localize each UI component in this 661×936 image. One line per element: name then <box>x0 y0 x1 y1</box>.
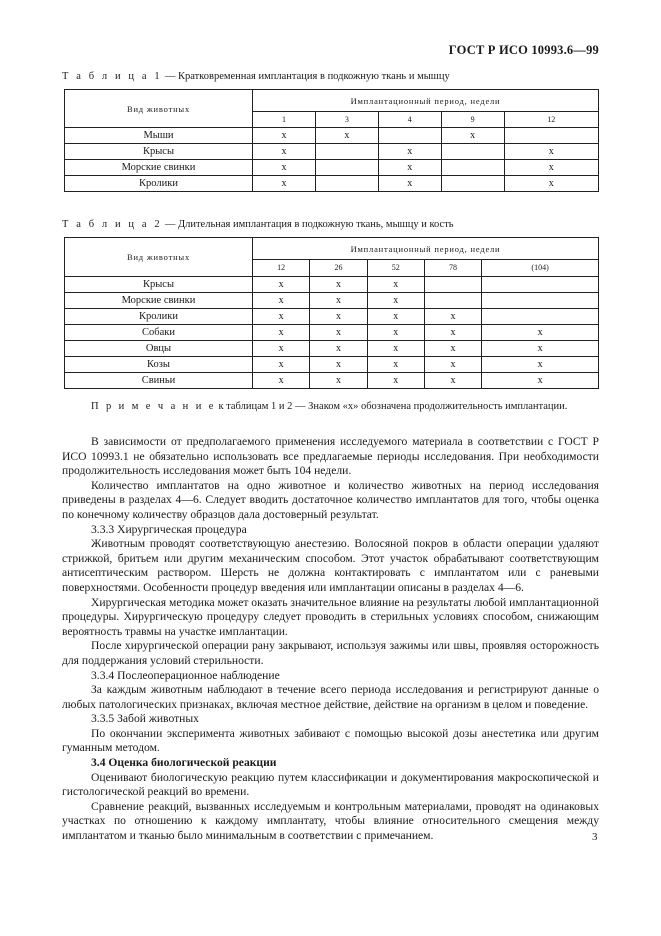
table2-col-period: Имплантационный период, недели <box>253 238 599 260</box>
standard-header: ГОСТ Р ИСО 10993.6—99 <box>448 43 599 57</box>
table2-animal-cell: Козы <box>65 357 253 373</box>
tables-note <box>91 401 567 412</box>
paragraph: Оценивают биологическую реакцию путем классификации и документирования макроскопической и гистологической реакций во времени. <box>62 770 599 799</box>
table1-mark-cell: x <box>504 176 598 192</box>
table2-row <box>65 293 599 309</box>
table1-animal-cell: Морские свинки <box>65 160 253 176</box>
table1-period-3: 9 <box>441 112 504 128</box>
table1-caption <box>62 71 450 82</box>
table2-mark-cell <box>482 309 599 325</box>
table1-animal-cell: Кролики <box>65 176 253 192</box>
table2-mark-cell: x <box>367 325 424 341</box>
table2-mark-cell: x <box>310 325 367 341</box>
paragraph: В зависимости от предполагаемого применения исследуемого материала в соответствии с ГОСТ Р ИСО 10993.1 не обязательно использовать все предлагаемые периоды исследования. При необходимости продолжительность исследования может быть 104 недели. <box>62 435 599 478</box>
table1 <box>64 89 599 192</box>
note-text: к таблицам 1 и 2 — Знаком «x» обозначена продолжительность имплантации. <box>215 401 568 412</box>
table1-period-4: 12 <box>504 112 598 128</box>
table2 <box>64 237 599 389</box>
table1-mark-cell <box>315 160 378 176</box>
table2-row <box>65 309 599 325</box>
table1-mark-cell: x <box>378 176 441 192</box>
table2-row <box>65 325 599 341</box>
table1-row <box>65 128 599 144</box>
table2-mark-cell: x <box>424 341 481 357</box>
table2-mark-cell: x <box>310 277 367 293</box>
table1-caption-prefix: Т а б л и ц а 1 <box>62 71 163 82</box>
table2-period-0: 12 <box>253 260 310 277</box>
table2-mark-cell: x <box>310 293 367 309</box>
table1-animal-cell: Мыши <box>65 128 253 144</box>
table1-row <box>65 160 599 176</box>
table2-mark-cell <box>424 277 481 293</box>
table1-mark-cell: x <box>253 144 316 160</box>
table2-mark-cell: x <box>482 325 599 341</box>
table1-mark-cell: x <box>315 128 378 144</box>
table1-mark-cell: x <box>504 144 598 160</box>
table2-mark-cell: x <box>367 341 424 357</box>
table2-mark-cell: x <box>367 309 424 325</box>
page-number: 3 <box>592 831 598 843</box>
table1-mark-cell: x <box>504 160 598 176</box>
table2-caption-prefix: Т а б л и ц а 2 <box>62 219 163 230</box>
table2-row <box>65 373 599 389</box>
paragraph: Сравнение реакций, вызванных исследуемым и контрольным материалами, проводят на одинаковых участках по отношению к каждому имплантату, чтобы влияние относительного смещения между имплантатом и тканью было минимальным в соответствии с примечанием. <box>62 799 599 843</box>
table2-mark-cell: x <box>482 373 599 389</box>
table2-mark-cell: x <box>253 277 310 293</box>
table2-mark-cell: x <box>310 373 367 389</box>
paragraph: Количество имплантатов на одно животное и количество животных на период исследования приведены в разделах 4—6. Следует вводить достаточное количество имплантатов для того, чтобы оценка по конечному количеству образцов дала достоверный результат. <box>62 478 599 521</box>
paragraph: Хирургическая методика может оказать значительное влияние на результаты любой имплантационной процедуры. Хирургическую процедуру следует проводить в стерильных условиях способом, снижающим вероятность травмы на участке имплантации. <box>62 595 599 638</box>
table1-mark-cell <box>441 144 504 160</box>
paragraph: Животным проводят соответствующую анестезию. Волосяной покров в области операции удаляют стрижкой, бритьем или другим механическим способом. Этот участок обрабатывают соответствующим антисептическим раствором. Шерсть не должна контактировать с имплантатом или с раневыми поверхностями. Особенности процедур введения или имплантации описаны в разделах 4—6. <box>62 537 599 594</box>
table2-mark-cell: x <box>424 373 481 389</box>
table2-animal-cell: Морские свинки <box>65 293 253 309</box>
table2-mark-cell: x <box>253 325 310 341</box>
table2-mark-cell <box>482 277 599 293</box>
note-prefix: П р и м е ч а н и е <box>91 401 216 412</box>
paragraph: 3.3.3 Хирургическая процедура <box>91 522 247 536</box>
table2-mark-cell: x <box>424 357 481 373</box>
table2-mark-cell: x <box>310 357 367 373</box>
table2-animal-cell: Овцы <box>65 341 253 357</box>
table2-caption <box>62 219 454 230</box>
table1-mark-cell <box>441 160 504 176</box>
table1-mark-cell: x <box>378 144 441 160</box>
paragraph: За каждым животным наблюдают в течение всего периода исследования и регистрируют данные о любых патологических признаках, включая местное действие, действие на организм в целом и поведение. <box>62 683 599 711</box>
table2-mark-cell: x <box>253 309 310 325</box>
table1-period-1: 3 <box>315 112 378 128</box>
table2-mark-cell: x <box>367 293 424 309</box>
table1-col-period: Имплантационный период, недели <box>253 90 599 112</box>
table2-mark-cell: x <box>253 357 310 373</box>
table2-mark-cell: x <box>482 357 599 373</box>
table2-mark-cell: x <box>367 277 424 293</box>
table2-row <box>65 341 599 357</box>
table2-mark-cell: x <box>367 357 424 373</box>
table2-animal-cell: Собаки <box>65 325 253 341</box>
paragraph: 3.4 Оценка биологической реакции <box>91 756 277 770</box>
table2-mark-cell: x <box>367 373 424 389</box>
table2-mark-cell: x <box>253 293 310 309</box>
paragraph: После хирургической операции рану закрывают, используя зажимы или швы, проявляя осторожность для поддержания условий стерильности. <box>62 639 599 667</box>
table1-mark-cell: x <box>378 160 441 176</box>
table1-mark-cell <box>315 176 378 192</box>
table1-caption-text: — Кратковременная имплантация в подкожную ткань и мышцу <box>162 71 450 82</box>
table1-mark-cell: x <box>253 160 316 176</box>
table2-mark-cell: x <box>253 373 310 389</box>
table1-animal-cell: Крысы <box>65 144 253 160</box>
table2-mark-cell: x <box>253 341 310 357</box>
paragraph: По окончании эксперимента животных забивают с помощью высокой дозы анестетика или другим гуманным методом. <box>62 726 599 755</box>
table1-mark-cell: x <box>253 176 316 192</box>
table2-period-3: 78 <box>424 260 481 277</box>
table1-mark-cell: x <box>253 128 316 144</box>
table2-period-1: 26 <box>310 260 367 277</box>
table1-row <box>65 144 599 160</box>
table2-animal-cell: Крысы <box>65 277 253 293</box>
table1-row <box>65 176 599 192</box>
table2-period-2: 52 <box>367 260 424 277</box>
table1-period-2: 4 <box>378 112 441 128</box>
table1-period-0: 1 <box>253 112 316 128</box>
table1-col-animal: Вид животных <box>65 90 253 128</box>
table2-col-animal: Вид животных <box>65 238 253 277</box>
table2-period-4: (104) <box>482 260 599 277</box>
table1-mark-cell <box>378 128 441 144</box>
body-text <box>62 435 599 844</box>
table1-mark-cell <box>441 176 504 192</box>
table2-caption-text: — Длительная имплантация в подкожную ткань, мышцу и кость <box>162 219 454 230</box>
paragraph: 3.3.5 Забой животных <box>91 712 199 726</box>
table1-mark-cell: x <box>441 128 504 144</box>
table2-animal-cell: Кролики <box>65 309 253 325</box>
table2-mark-cell <box>424 293 481 309</box>
table2-row <box>65 357 599 373</box>
table2-mark-cell: x <box>424 325 481 341</box>
table2-row <box>65 277 599 293</box>
table2-mark-cell: x <box>310 341 367 357</box>
table1-mark-cell <box>504 128 598 144</box>
paragraph: 3.3.4 Послеоперационное наблюдение <box>91 668 280 682</box>
table2-animal-cell: Свиньи <box>65 373 253 389</box>
table2-mark-cell: x <box>424 309 481 325</box>
table2-mark-cell: x <box>482 341 599 357</box>
table1-mark-cell <box>315 144 378 160</box>
table2-mark-cell: x <box>310 309 367 325</box>
table2-mark-cell <box>482 293 599 309</box>
